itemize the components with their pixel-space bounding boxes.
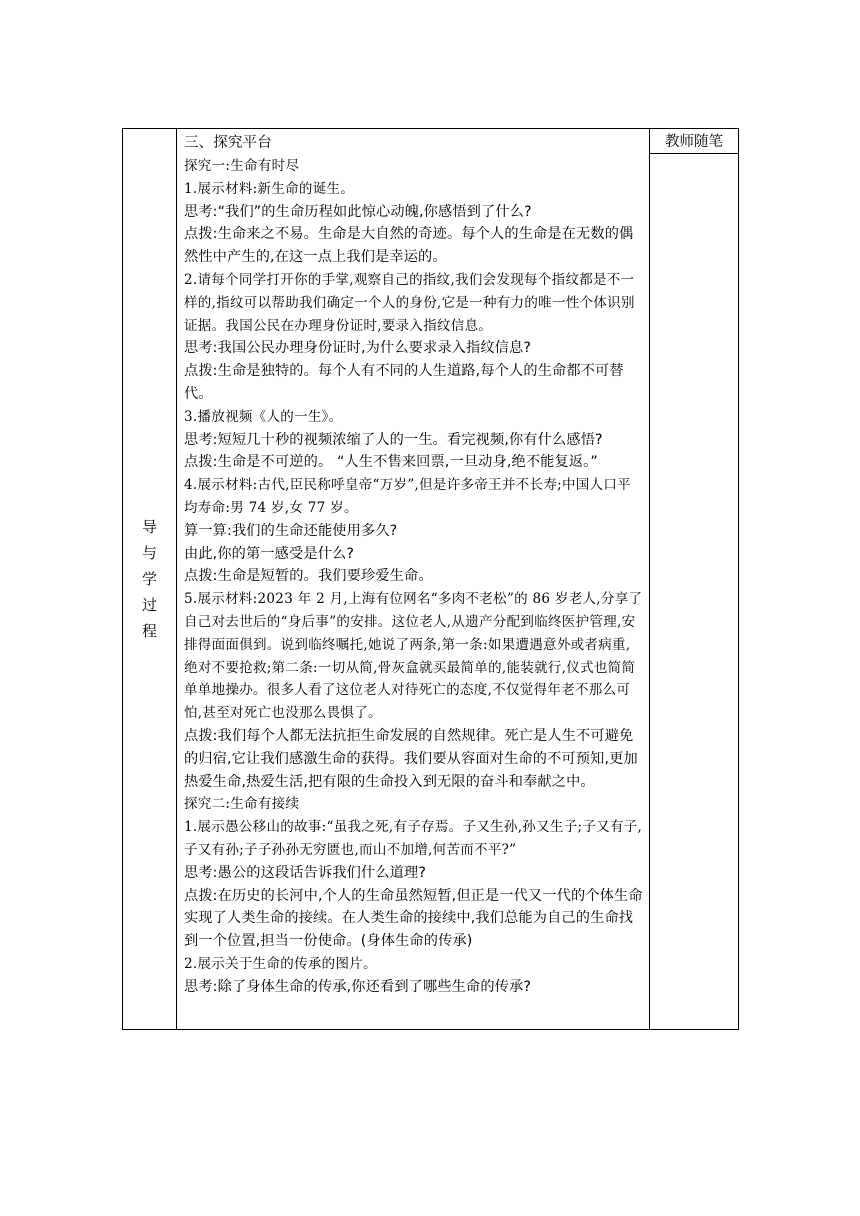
material-paragraph: 1.展示材料:新生命的诞生。 [184,180,355,197]
side-label-char: 学 [141,570,157,588]
section-title: 三、探究平台 [184,135,272,151]
material-paragraph: 2.展示关于生命的传承的图片。 [184,955,377,972]
side-label-char: 程 [141,622,157,640]
prompt-paragraph: 点拨:生命是不可逆的。 “人生不售来回票,一旦动身,绝不能复返。” [184,454,598,471]
material-paragraph: 探究一:生命有时尽 [184,158,300,174]
prompt-paragraph: 思考:短短几十秒的视频浓缩了人的一生。看完视频,你有什么感悟? [184,431,603,448]
table-row [123,129,739,1030]
side-label-char: 过 [141,596,157,614]
prompt-paragraph: 点拨:生命是短暂的。我们要珍爱生命。 [184,568,433,585]
material-paragraph: 1.展示愚公移山的故事:“虽我之死,有子存焉。子又生孙,孙又生子;子又有子,子又有孙;子子孙孙无穷匮也,而山不加增,何苦而不平?” [184,819,643,858]
prompt-paragraph: 思考:“我们”的生命历程如此惊心动魄,你感悟到了什么? [184,203,532,220]
prompt-paragraph: 点拨:在历史的长河中,个人的生命虽然短暂,但正是一代又一代的个体生命实现了人类生命的接续。在人类生命的接续中,我们总能为自己的生命找到一个位置,担当一份使命。(身体生命的传承) [184,887,643,950]
prompt-paragraph: 点拨:生命来之不易。生命是大自然的奇迹。每个人的生命是在无数的偶然性中产生的,在这一点上我们是幸运的。 [184,226,634,266]
teacher-notes-cell [650,129,739,1030]
material-paragraph: 5.展示材料:2023 年 2 月,上海有位网名“多肉不老松”的 86 岁老人,分享了自己对去世后的“身后事”的安排。这位老人,从遗产分配到临终医护管理,安排得面面俱到。说到临终嘱托,她说了两条,第一条:如果遭遇意外或者病重,绝对不要抢救;第二条:一切从简,骨灰盒就买最简单的,能装就行,仪式也简简单单地操办。很多人看了这位老人对待死亡的态度,不仅觉得年老不那么可怕,甚至对死亡也没那么畏惧了。 [184,591,643,722]
prompt-paragraph: 思考:除了身体生命的传承,你还看到了哪些生命的传承? [184,978,532,995]
material-paragraph: 3.播放视频《人的一生》。 [184,408,343,425]
content-lines [184,155,643,998]
lesson-content-cell [177,129,650,1030]
material-paragraph: 4.展示材料:古代,臣民称呼皇帝“万岁”,但是许多帝王并不长寿;中国人口平均寿命:男 74 岁,女 77 岁。 [184,477,631,516]
lesson-table [122,128,739,1030]
material-paragraph: 2.请每个同学打开你的手掌,观察自己的指纹,我们会发现每个指纹都是不一样的,指纹可以帮助我们确定一个人的身份,它是一种有力的唯一性个体识别证据。我国公民在办理身份证时,要录入指纹信息。 [184,271,635,334]
prompt-paragraph: 思考:我国公民办理身份证时,为什么要求录入指纹信息? [184,340,532,357]
prompt-paragraph: 由此,你的第一感受是什么? [184,545,355,562]
prompt-paragraph: 算一算:我们的生命还能使用多久? [184,522,398,539]
teacher-notes-header: 教师随笔 [650,129,738,154]
side-label-cell [123,129,177,1030]
material-paragraph: 探究二:生命有接续 [184,796,300,813]
prompt-paragraph: 点拨:我们每个人都无法抗拒生命发展的自然规律。死亡是人生不可避免的归宿,它让我们感激生命的获得。我们要从容面对生命的不可预知,更加热爱生命,热爱生活,把有限的生命投入到无限的奋斗和奉献之中。 [184,727,638,790]
prompt-paragraph: 思考:愚公的这段话告诉我们什么道理? [184,864,427,881]
side-label [141,514,159,644]
side-label-char: 与 [141,544,157,562]
prompt-paragraph: 点拨:生命是独特的。每个人有不同的人生道路,每个人的生命都不可替代。 [184,363,624,402]
side-label-char: 导 [141,518,157,536]
